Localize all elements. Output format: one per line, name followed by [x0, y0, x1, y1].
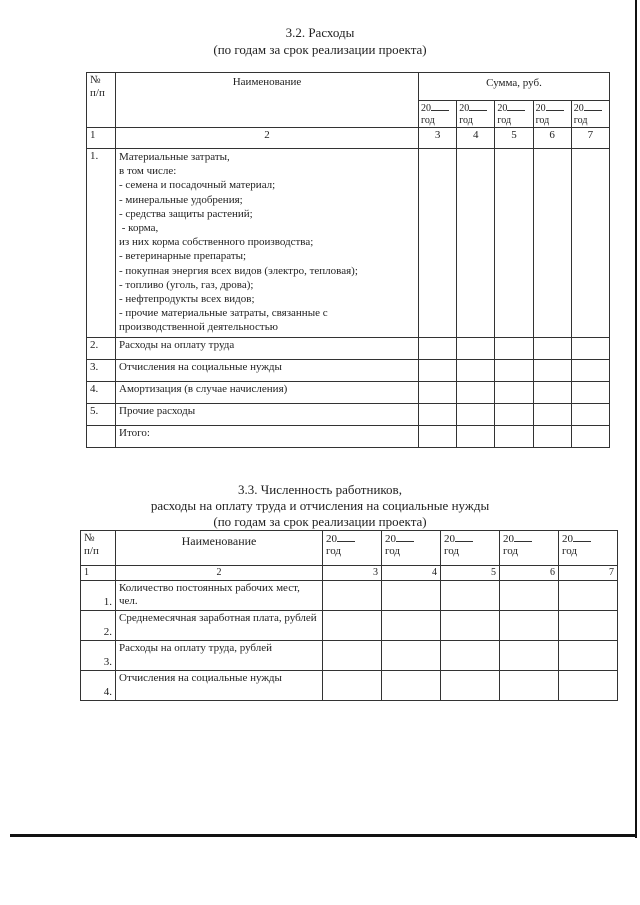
- value-cell[interactable]: [559, 581, 618, 611]
- row-num: 5.: [87, 404, 116, 426]
- value-cell[interactable]: [457, 404, 495, 426]
- index-cell: 4: [457, 128, 495, 149]
- index-cell: 6: [500, 566, 559, 581]
- section-32-title: 3.2. Расходы: [285, 25, 355, 40]
- row-num: 1.: [81, 581, 116, 611]
- index-cell: 3: [323, 566, 382, 581]
- value-cell[interactable]: [441, 611, 500, 641]
- index-cell: 1: [87, 128, 116, 149]
- row-num: 3.: [87, 360, 116, 382]
- value-cell[interactable]: [500, 641, 559, 671]
- value-cell[interactable]: [571, 426, 609, 448]
- row-num: [87, 426, 116, 448]
- value-cell[interactable]: [495, 382, 533, 404]
- year-col-7: 20 год: [559, 531, 618, 566]
- row-label: Прочие расходы: [116, 404, 419, 426]
- value-cell[interactable]: [559, 611, 618, 641]
- index-cell: 2: [116, 128, 419, 149]
- table-row: [87, 382, 610, 404]
- value-cell[interactable]: [500, 671, 559, 701]
- row-label: Количество постоянных рабочих мест, чел.: [116, 581, 323, 611]
- material-line: из них корма собственного производства;: [119, 236, 314, 249]
- table-row: [87, 360, 610, 382]
- value-cell[interactable]: [571, 404, 609, 426]
- index-cell: 5: [441, 566, 500, 581]
- header-num: № п/п: [81, 531, 116, 566]
- value-cell[interactable]: [323, 611, 382, 641]
- row-num: 2.: [87, 338, 116, 360]
- value-cell[interactable]: [533, 404, 571, 426]
- value-cell[interactable]: [382, 581, 441, 611]
- value-cell[interactable]: [571, 360, 609, 382]
- material-line: Материальные затраты,: [119, 151, 230, 163]
- value-cell[interactable]: [495, 338, 533, 360]
- value-cell[interactable]: [441, 581, 500, 611]
- column-index-row: [87, 128, 610, 149]
- row-label: Расходы на оплату труда: [116, 338, 419, 360]
- value-cell[interactable]: [457, 360, 495, 382]
- column-index-row: [81, 566, 618, 581]
- value-cell[interactable]: [571, 338, 609, 360]
- year-col-3: 20 год: [419, 101, 457, 128]
- value-cell[interactable]: [419, 338, 457, 360]
- value-cell[interactable]: [533, 426, 571, 448]
- header-name: Наименование: [116, 531, 323, 566]
- value-cell[interactable]: [500, 611, 559, 641]
- value-cell[interactable]: [419, 149, 457, 338]
- value-cell[interactable]: [571, 149, 609, 338]
- material-line: - прочие материальные затраты, связанные с: [119, 307, 328, 320]
- table-row: [81, 671, 618, 701]
- section-32-subtitle: (по годам за срок реализации проекта): [213, 42, 427, 57]
- material-line: - топливо (уголь, газ, дрова);: [119, 278, 254, 291]
- section-33-subtitle: расходы на оплату труда и отчисления на социальные нужды: [150, 498, 490, 513]
- row-num: 4.: [87, 382, 116, 404]
- index-cell: 7: [559, 566, 618, 581]
- index-cell: 2: [116, 566, 323, 581]
- year-col-4: 20 год: [457, 101, 495, 128]
- value-cell[interactable]: [495, 426, 533, 448]
- value-cell[interactable]: [495, 149, 533, 338]
- material-line: - семена и посадочный материал;: [119, 179, 276, 192]
- index-cell: 6: [533, 128, 571, 149]
- value-cell[interactable]: [457, 426, 495, 448]
- material-line: производственной деятельностью: [119, 321, 278, 334]
- value-cell[interactable]: [533, 382, 571, 404]
- material-line: - средства защиты растений;: [119, 207, 253, 220]
- index-cell: 1: [81, 566, 116, 581]
- value-cell[interactable]: [441, 671, 500, 701]
- value-cell[interactable]: [571, 382, 609, 404]
- index-cell: 5: [495, 128, 533, 149]
- table-row: [87, 338, 610, 360]
- expenses-table: [86, 72, 610, 448]
- value-cell[interactable]: [500, 581, 559, 611]
- material-line: - нефтепродукты всех видов;: [119, 293, 255, 306]
- value-cell[interactable]: [533, 338, 571, 360]
- table-row: [81, 641, 618, 671]
- header-num: № п/п: [87, 73, 116, 128]
- section-33-title: 3.3. Численность работников,: [238, 482, 402, 497]
- header-name: Наименование: [116, 73, 419, 128]
- index-cell: 4: [382, 566, 441, 581]
- staff-table: [80, 530, 618, 701]
- table-row: [81, 581, 618, 611]
- table-row: [87, 404, 610, 426]
- row-num: 1.: [87, 149, 116, 338]
- row-label: Среднемесячная заработная плата, рублей: [116, 611, 323, 641]
- material-line: - ветеринарные препараты;: [119, 250, 247, 263]
- year-col-6: 20 год: [500, 531, 559, 566]
- row-label: Отчисления на социальные нужды: [116, 360, 419, 382]
- value-cell[interactable]: [457, 382, 495, 404]
- year-col-5: 20 год: [495, 101, 533, 128]
- material-line: в том числе:: [119, 165, 177, 178]
- row-label: Амортизация (в случае начисления): [116, 382, 419, 404]
- value-cell[interactable]: [495, 404, 533, 426]
- row-label: Расходы на оплату труда, рублей: [116, 641, 323, 671]
- total-label: Итого:: [116, 426, 419, 448]
- value-cell[interactable]: [323, 641, 382, 671]
- value-cell[interactable]: [323, 671, 382, 701]
- value-cell[interactable]: [419, 360, 457, 382]
- value-cell[interactable]: [495, 360, 533, 382]
- value-cell[interactable]: [323, 581, 382, 611]
- value-cell[interactable]: [382, 611, 441, 641]
- index-cell: 3: [419, 128, 457, 149]
- value-cell[interactable]: [457, 149, 495, 338]
- material-line: - корма,: [119, 222, 159, 235]
- value-cell[interactable]: [457, 338, 495, 360]
- value-cell[interactable]: [441, 641, 500, 671]
- table-row: [81, 611, 618, 641]
- value-cell[interactable]: [419, 404, 457, 426]
- value-cell[interactable]: [382, 641, 441, 671]
- value-cell[interactable]: [382, 671, 441, 701]
- value-cell[interactable]: [533, 360, 571, 382]
- material-costs-cell: [116, 149, 419, 338]
- header-sum: Сумма, руб.: [419, 73, 610, 101]
- value-cell[interactable]: [533, 149, 571, 338]
- year-col-4: 20 год: [382, 531, 441, 566]
- section-33-subtitle-2: (по годам за срок реализации проекта): [213, 514, 427, 529]
- year-col-7: 20 год: [571, 101, 609, 128]
- row-num: 3.: [81, 641, 116, 671]
- total-row: [87, 426, 610, 448]
- row-num: 4.: [81, 671, 116, 701]
- row-label: Отчисления на социальные нужды: [116, 671, 323, 701]
- index-cell: 7: [571, 128, 609, 149]
- page-bottom-edge: [10, 834, 637, 837]
- value-cell[interactable]: [559, 641, 618, 671]
- value-cell[interactable]: [559, 671, 618, 701]
- material-line: - покупная энергия всех видов (электро, тепловая);: [119, 264, 358, 277]
- value-cell[interactable]: [419, 426, 457, 448]
- row-num: 2.: [81, 611, 116, 641]
- material-line: - минеральные удобрения;: [119, 193, 243, 206]
- year-col-3: 20 год: [323, 531, 382, 566]
- page-right-edge: [635, 0, 637, 838]
- table-row: [87, 149, 610, 338]
- year-col-5: 20 год: [441, 531, 500, 566]
- year-col-6: 20 год: [533, 101, 571, 128]
- value-cell[interactable]: [419, 382, 457, 404]
